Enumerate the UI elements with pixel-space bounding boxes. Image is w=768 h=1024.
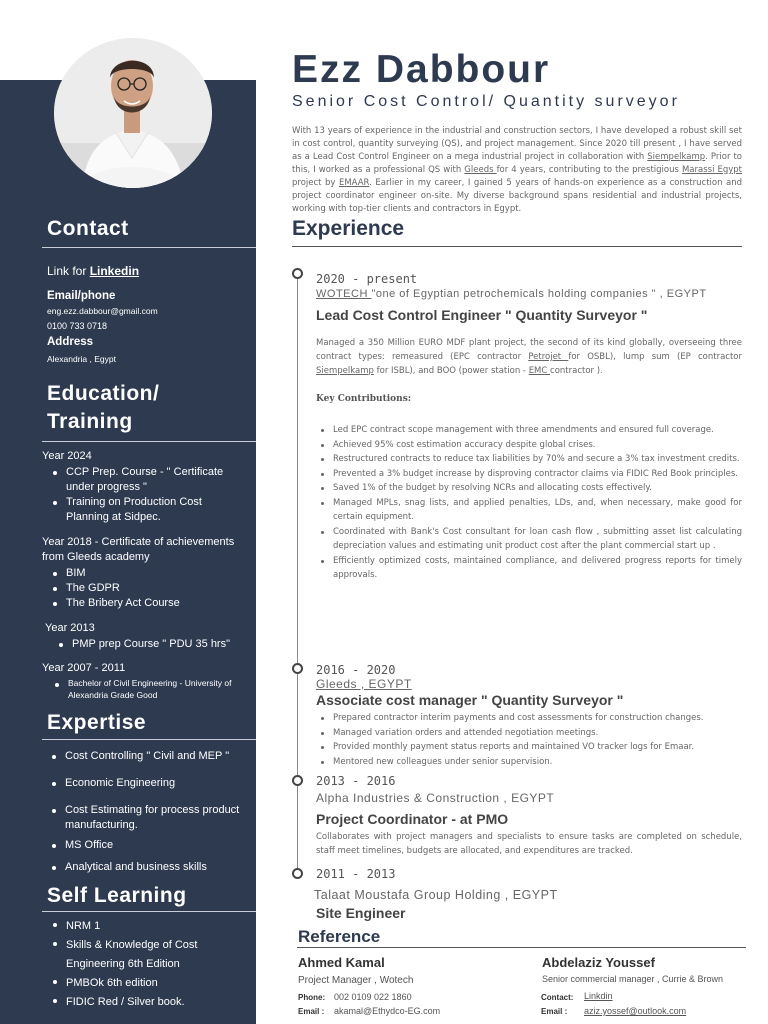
list-item: Mentored new colleagues under senior supervision.	[316, 755, 742, 770]
list-item: Cost Controlling " Civil and MEP "	[46, 749, 251, 764]
self-learning-heading: Self Learning	[47, 884, 187, 907]
job-company	[316, 288, 707, 300]
divider	[42, 247, 256, 248]
email-phone-label: Email/phone	[47, 290, 116, 302]
job-description	[316, 336, 742, 378]
edu-list-2013	[53, 637, 248, 652]
list-item: Training on Production Cost Planning at Sidpec.	[47, 495, 237, 525]
list-item: Achieved 95% cost estimation accuracy despite global crises.	[316, 438, 742, 453]
job-date: 2016 - 2020	[316, 663, 396, 677]
divider	[42, 441, 256, 442]
ref2-email[interactable]: aziz.yossef@outlook.com	[584, 1006, 687, 1016]
list-item: Saved 1% of the budget by resolving NCRs and allocating costs effectively.	[316, 481, 742, 496]
list-item: The GDPR	[47, 581, 237, 596]
linkedin-row	[47, 264, 139, 278]
edu-list-2018	[47, 566, 237, 611]
desc-text: contractor ).	[550, 366, 603, 376]
summary-link[interactable]: EMAAR	[338, 178, 370, 188]
list-item: Bachelor of Civil Engineering - University of Alexandria Grade Good	[49, 677, 249, 701]
job-role: Lead Cost Control Engineer " Quantity Surveyor "	[316, 307, 648, 323]
list-item: Provided monthly payment status reports and maintained VO tracker logs for Emaar.	[316, 740, 742, 755]
list-item: PMBOk 6th edition	[47, 974, 237, 993]
list-item: BIM	[47, 566, 237, 581]
ref1-phone: 002 0109 022 1860	[334, 992, 412, 1002]
expertise-heading: Expertise	[47, 711, 147, 734]
ref1-phone-label: Phone:	[298, 993, 326, 1002]
list-item: FIDIC Red / Silver book.	[47, 993, 237, 1012]
list-item: Restructured contracts to reduce tax liabilities by 70% and secure a 3% tax investment credits.	[316, 452, 742, 467]
edu-year-2007: Year 2007 - 2011	[42, 662, 126, 674]
email-value[interactable]: eng.ezz.dabbour@gmail.com	[47, 306, 158, 316]
ref1-email-label: Email :	[298, 1007, 325, 1016]
desc-link[interactable]: Siempelkamp	[316, 366, 374, 376]
desc-text: Managed a 350 Million EURO MDF plant project, the second of its kind globally, overseeing three contract types: remeasured (EPC contractor	[316, 338, 742, 362]
list-item: Analytical and business skills	[46, 860, 251, 875]
ref2-contact-label: Contact:	[541, 993, 574, 1002]
summary-paragraph	[292, 125, 742, 216]
ref2-linkedin-link[interactable]: Linkdin	[584, 991, 613, 1001]
job-date: 2011 - 2013	[316, 867, 396, 881]
job-company: Alpha Industries & Construction , EGYPT	[316, 791, 555, 805]
list-item: Efficiently optimized costs, maintained compliance, and delivered progress reports for timely approvals.	[316, 554, 742, 583]
ref1-name: Ahmed Kamal	[298, 955, 385, 970]
job-company[interactable]: Gleeds , EGYPT	[316, 677, 412, 691]
training-heading: Training	[47, 410, 133, 433]
edu-year-2018: Year 2018 - Certificate of achievements from Gleeds academy	[42, 536, 235, 563]
list-item: Managed MPLs, snag lists, and applied penalties, LDs, and, when necessary, make good for certain equipment.	[316, 496, 742, 525]
summary-link[interactable]: Siempelkamp	[647, 152, 706, 162]
summary-link[interactable]: Gleeds	[464, 165, 497, 175]
job2-list	[316, 711, 742, 769]
job-role: Project Coordinator - at PMO	[316, 811, 509, 827]
contributions-list	[316, 423, 742, 583]
summary-text: project by	[292, 178, 339, 188]
address-label: Address	[47, 336, 94, 348]
candidate-name: Ezz Dabbour	[292, 48, 551, 91]
timeline-dot	[292, 868, 303, 879]
list-item: Skills & Knowledge of Cost Engineering 6th Edition	[47, 936, 237, 974]
timeline-dot	[292, 775, 303, 786]
job-company: Talaat Moustafa Group Holding , EGYPT	[314, 888, 558, 902]
experience-heading: Experience	[292, 217, 405, 240]
edu-year-2013: Year 2013	[45, 622, 95, 634]
edu-list-2024	[47, 465, 237, 525]
reference-heading: Reference	[298, 927, 381, 946]
edu-year-2024: Year 2024	[42, 450, 92, 462]
profile-photo	[54, 38, 212, 188]
desc-text: for OSBL), lump sum (EP contractor	[568, 352, 742, 362]
list-item: Cost Estimating for process product manufacturing.	[46, 803, 251, 833]
list-item: The Bribery Act Course	[47, 596, 237, 611]
list-item: Prepared contractor interim payments and cost assessments for construction changes.	[316, 711, 742, 726]
contact-heading: Contact	[47, 217, 129, 240]
education-heading: Education/	[47, 382, 160, 405]
job-date: 2020 - present	[316, 272, 418, 286]
list-item: Prevented a 3% budget increase by disproving contractor claims via FIDIC Red Book principles.	[316, 467, 742, 482]
divider	[297, 947, 746, 948]
desc-text: for ISBL), and BOO (power station -	[373, 366, 529, 376]
divider	[42, 911, 256, 912]
list-item: CCP Prep. Course - " Certificate under progress "	[47, 465, 237, 495]
phone-value: 0100 733 0718	[47, 321, 108, 331]
linkedin-link[interactable]: Linkedin	[89, 264, 140, 278]
key-contributions-label: Key Contributions:	[316, 394, 412, 404]
summary-text: . Earlier in my career, I gained 5 years of hands-on experience as a construction and project coordinator engineer on-site. My diverse background spans residential and industrial projects, working with top-tier clients and contractors in Egypt.	[292, 178, 742, 214]
timeline-dot	[292, 663, 303, 674]
ref2-title: Senior commercial manager , Currie & Brown	[542, 974, 724, 984]
job-role: Associate cost manager " Quantity Surveyor "	[316, 692, 624, 708]
list-item: Coordinated with Bank's Cost consultant for loan cash flow , submitting asset list calculating depreciation values and estimating unit product cost after the plant commercial start up .	[316, 525, 742, 554]
list-item: MS Office	[46, 838, 251, 853]
expertise-list	[46, 749, 251, 875]
ref1-email[interactable]: akamal@Ethydco-EG.com	[334, 1006, 441, 1016]
job-date: 2013 - 2016	[316, 774, 396, 788]
summary-text: With 13 years of experience in the industrial and construction sectors, I have developed a robust skill set in cost control, quantity surveying (QS), and project management. Since 2020 till present , I have served as a Lead Cost Control Engineer on a mega industrial project in collaboration with	[292, 126, 742, 162]
list-item: NRM 1	[47, 917, 237, 936]
linkedin-prefix: Link for	[47, 264, 90, 278]
ref2-email-label: Email :	[541, 1007, 568, 1016]
ref2-name: Abdelaziz Youssef	[542, 955, 655, 970]
edu-list-2007	[49, 677, 249, 701]
address-value: Alexandria , Egypt	[47, 354, 116, 364]
divider	[42, 739, 256, 740]
list-item: Led EPC contract scope management with three amendments and ensured full coverage.	[316, 423, 742, 438]
company-link[interactable]: WOTECH	[316, 288, 372, 300]
list-item: PMP prep Course " PDU 35 hrs"	[53, 637, 248, 652]
timeline-dot	[292, 268, 303, 279]
job-role: Site Engineer	[316, 905, 406, 921]
list-item: Economic Engineering	[46, 776, 251, 791]
divider	[292, 246, 742, 247]
self-learning-list	[47, 917, 237, 1012]
ref1-title: Project Manager , Wotech	[298, 975, 414, 986]
summary-text: for 4 years, contributing to the prestigious	[496, 165, 682, 175]
candidate-title: Senior Cost Control/ Quantity surveyor	[292, 93, 680, 110]
desc-link[interactable]: Petrojet	[528, 352, 569, 362]
summary-link[interactable]: Marassi Egypt	[681, 165, 742, 175]
job-description: Collaborates with project managers and specialists to ensure tasks are completed on schedule, staff meet timelines, budgets are allocated, and expenditures are tracked.	[316, 832, 742, 856]
company-rest: "one of Egyptian petrochemicals holding companies " , EGYPT	[371, 288, 707, 300]
list-item: Managed variation orders and attended negotiation meetings.	[316, 726, 742, 741]
summary-text: . Prior to this, I worked as a professional QS with	[292, 152, 742, 175]
desc-link[interactable]: EMC	[528, 366, 551, 376]
